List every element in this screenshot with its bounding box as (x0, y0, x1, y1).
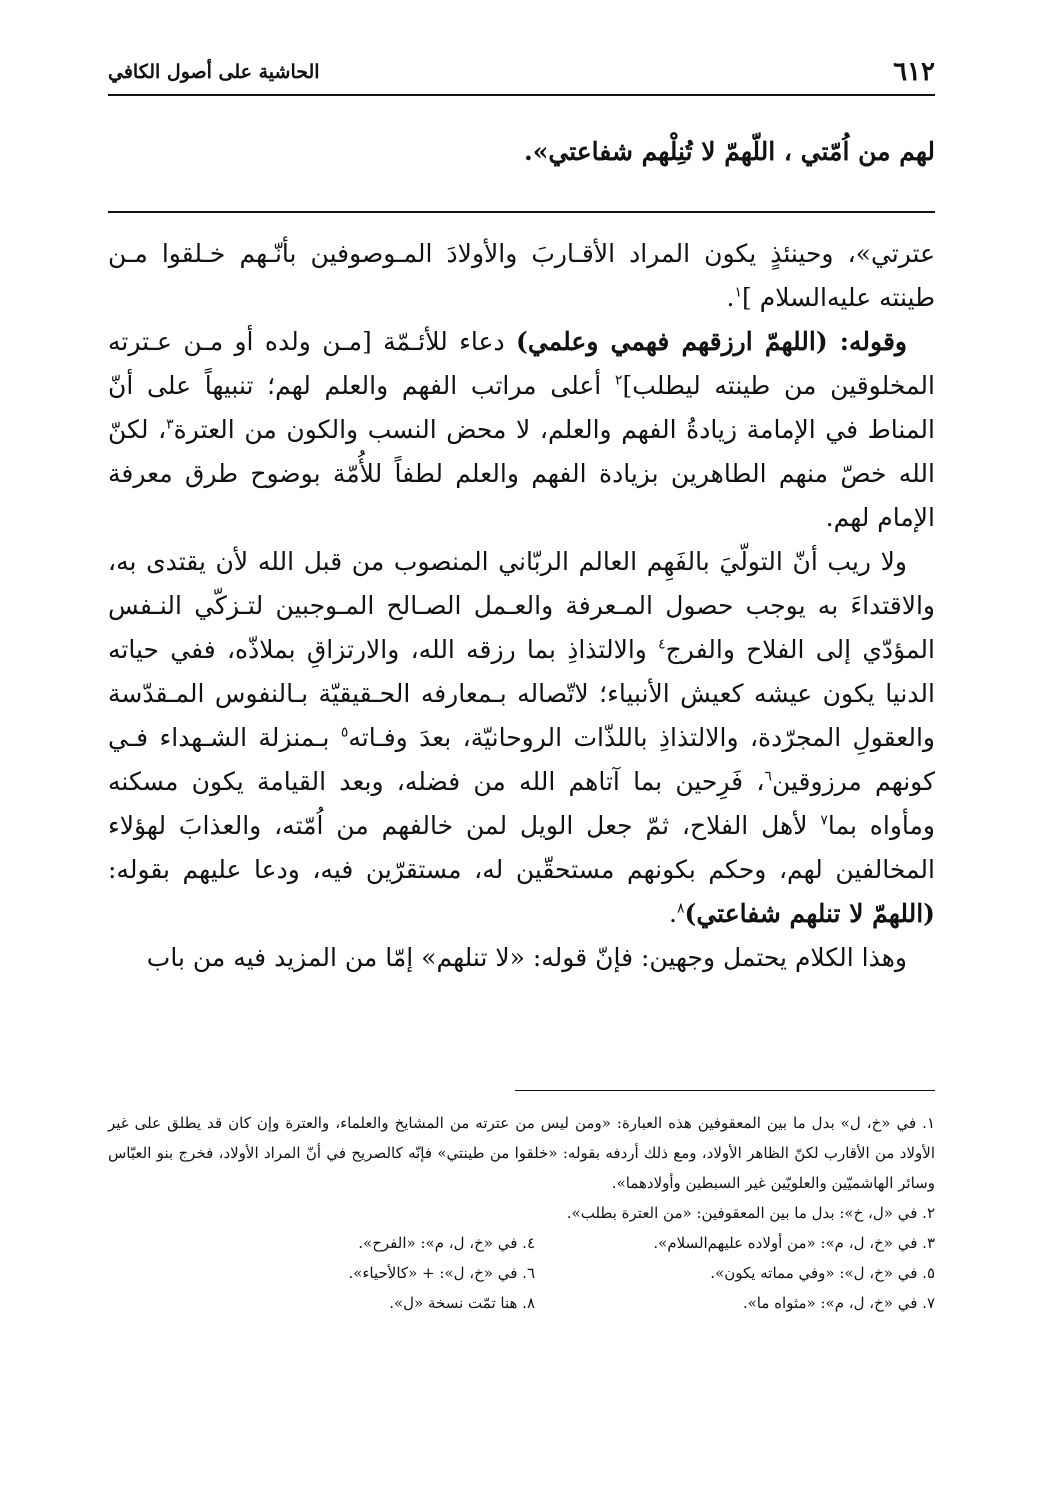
quoted-phrase: (اللهمّ لا تنلهم شفاعتي) (684, 899, 935, 928)
footnote-ref-5[interactable]: ٥ (340, 724, 349, 741)
footnote-row (108, 1288, 935, 1318)
footnote-rule (515, 1090, 935, 1091)
footnote-ref-3[interactable]: ٣ (166, 416, 174, 433)
quoted-phrase: وقوله: (اللهمّ ارزقهم فهمي وعلمي) (516, 327, 907, 356)
footnote-7: ٧. في «خ، ل، م»: «مثواه ما». (742, 1294, 935, 1312)
footnote-2: ٢. في «ل، خ»: بدل ما بين المعقوفين: «من العترة بطلب». (566, 1204, 935, 1222)
footnote-ref-8[interactable]: ٨ (676, 900, 685, 917)
footnote-1: ١. في «خ، ل» بدل ما بين المعقوفين هذه العبارة: «ومن ليس من عترته من المشايخ والعلماء، والعترة وإن كان قد يطلق على غير الأولاد من الأقارب لكنّ الظاهر الأولاد، ومع ذلك أردفه بقوله: «خلقوا من طينتي» فإنّه كالصريح في أنّ المراد الأولاد، فخرج بنو العبّاس وسائر الهاشميّين والعلويّين غير السبطين وأولادهما». (108, 1114, 935, 1192)
text-separator (108, 211, 935, 213)
footnote-row (108, 1228, 935, 1258)
footnote-ref-1[interactable]: ١ (734, 284, 743, 301)
paragraph-3: ولا ريب أنّ التولّيَ بالفَهِم العالم الربّاني المنصوب من قبل الله لأن يقتدى به، والاقتداءَ به يوجب حصول المـعرفة والعـمل الصـالح المـوجبين لتـزكّي النـفس المؤدّي إلى الفلاح والفرج$^٤$ والالتذاذِ بما رزقه الله، والارتزاقِ بملاذّه، ففي حياته الدنيا يكون عيشه كعيش الأنبياء؛ لاتّصاله بـمعارفه الحـقيقيّة بـالنفوس المـقدّسة والعقولِ المجرّدة، والالتذاذِ باللذّات الروحانيّة، بعدَ وفـاته$^٥$ بـمنزلة الشـهداء فـي كونهم مرزوقين$^٦$، فَرِحين بما آتاهم الله من فضله، وبعد القيامة يكون مسكنه ومأواه بما$^٧$ لأهل الفلاح، ثمّ جعل الويل لمن خالفهم من اُمّته، والعذابَ لهؤلاء المخالفين لهم، وحكم بكونهم مستحقّين له، مستقرّين فيه، ودعا عليهم بقوله: (اللهمّ لا تنلهم شفاعتي)$^٨$. (108, 547, 935, 928)
footnote-3: ٣. في «خ، ل، م»: «من أولاده عليهم‌السلام». (653, 1234, 935, 1252)
commentary-body (108, 232, 935, 980)
header-rule (108, 94, 935, 96)
paragraph-4: وهذا الكلام يحتمل وجهين: فإنّ قوله: «لا تنلهم» إمّا من المزيد فيه من باب (146, 943, 907, 972)
footnote-ref-7[interactable]: ٧ (820, 812, 828, 829)
footnote-ref-4[interactable]: ٤ (658, 636, 666, 653)
footnote-ref-2[interactable]: ٢ (614, 372, 623, 389)
footnote-4: ٤. في «خ، ل، م»: «الفرح». (358, 1234, 535, 1252)
paragraph-1: عترتي»، وحينئذٍ يكون المراد الأقـاربَ والأولادَ المـوصوفين بأنّـهم خـلقوا مـن طينته عليه‌السلام ]$^١$. (108, 239, 935, 312)
footnote-row (108, 1258, 935, 1288)
page-number: ٦١٢ (893, 57, 935, 87)
book-title: الحاشية على أصول الكافي (108, 61, 320, 83)
footnotes (108, 1108, 935, 1318)
hadith-text: لهم من اُمّتي ، اللّهمّ لا تُنِلْهم شفاعتي». (524, 137, 935, 166)
running-header (108, 52, 935, 92)
footnote-ref-6[interactable]: ٦ (764, 768, 772, 785)
footnote-5: ٥. في «خ، ل»: «وفي مماته يكون». (710, 1264, 935, 1282)
footnote-6: ٦. في «خ، ل»: + «كالأحياء». (348, 1264, 535, 1282)
footnote-8: ٨. هنا تمّت نسخة «ل». (389, 1294, 535, 1312)
paragraph-2: وقوله: (اللهمّ ارزقهم فهمي وعلمي) دعاء للأئـمّة [مـن ولده أو مـن عـترته المخلوقين من طينته ليطلب]$^٢$ أعلى مراتب الفهم والعلم لهم؛ تنبيهاً على أنّ المناط في الإمامة زيادةُ الفهم والعلم، لا محض النسب والكون من العترة$^٣$، لكنّ الله خصّ منهم الطاهرين بزيادة الفهم والعلم لطفاً للأُمّة بوضوح طرق معرفة الإمام لهم. (108, 327, 935, 532)
